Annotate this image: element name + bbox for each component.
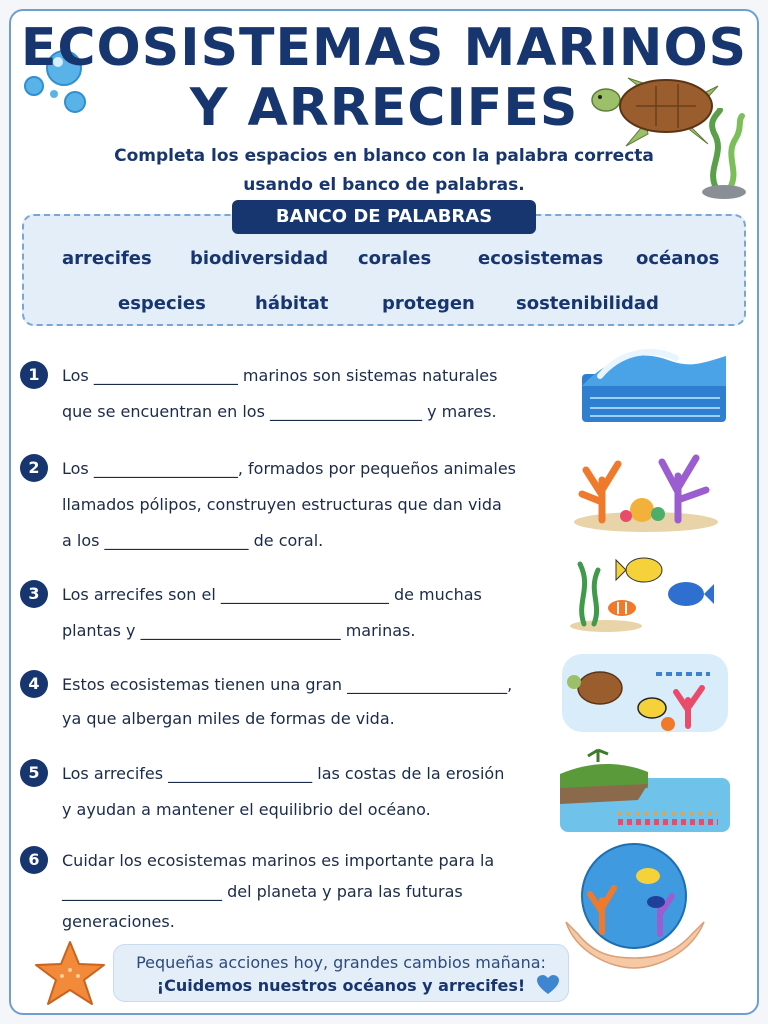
question-text: plantas y _________________________ marinas. (62, 621, 416, 640)
question-text: generaciones. (62, 912, 175, 931)
question-text: a los __________________ de coral. (62, 531, 324, 550)
question-text: ya que albergan miles de formas de vida. (62, 709, 395, 728)
heart-icon (536, 974, 560, 996)
word-bank-item: protegen (382, 293, 475, 314)
question-text: llamados pólipos, construyen estructuras que dan vida (62, 495, 502, 514)
footer-banner (113, 944, 569, 1002)
word-bank-item: especies (118, 293, 206, 314)
footer-line1: Pequeñas acciones hoy, grandes cambios mañana: (136, 953, 546, 972)
question-text: Los arrecifes son el _____________________ de muchas (62, 585, 482, 604)
instructions-line1: Completa los espacios en blanco con la palabra correcta (114, 146, 654, 166)
instructions (110, 142, 658, 200)
question-number: 4 (20, 670, 48, 698)
wave-icon (580, 346, 728, 424)
instructions-line2: usando el banco de palabras. (243, 175, 525, 195)
turtle-reef-icon (560, 652, 730, 734)
globe-in-hands-icon (560, 842, 710, 974)
word-bank-item: arrecifes (62, 248, 152, 269)
question-text: ____________________ del planeta y para las futuras (62, 882, 463, 901)
question-text: Los __________________, formados por pequeños animales (62, 459, 516, 478)
coastline-reef-icon (558, 744, 732, 834)
question-text: Los __________________ marinos son sistemas naturales (62, 366, 498, 385)
seaweed-icon (696, 108, 756, 200)
question-number: 1 (20, 361, 48, 389)
word-bank-item: hábitat (255, 293, 329, 314)
question-text: Cuidar los ecosistemas marinos es importante para la (62, 851, 495, 870)
question-number: 5 (20, 759, 48, 787)
question-text: Estos ecosistemas tienen una gran ____________________, (62, 675, 513, 694)
coral-icon (572, 440, 720, 532)
question-number: 2 (20, 454, 48, 482)
question-text: que se encuentran en los ___________________ y mares. (62, 402, 497, 421)
fish-icon (566, 552, 716, 634)
page-title-line2: Y ARRECIFES (189, 78, 579, 138)
question-number: 3 (20, 580, 48, 608)
word-bank-item: biodiversidad (190, 248, 329, 269)
word-bank-item: corales (358, 248, 432, 269)
footer-line2: ¡Cuidemos nuestros océanos y arrecifes! (156, 976, 526, 995)
question-number: 6 (20, 846, 48, 874)
word-bank-item: océanos (636, 248, 720, 269)
page-title-line1: ECOSISTEMAS MARINOS (20, 18, 748, 78)
question-text: Los arrecifes __________________ las costas de la erosión (62, 764, 505, 783)
starfish-icon (34, 940, 106, 1006)
word-bank-item: sostenibilidad (516, 293, 659, 314)
question-text: y ayudan a mantener el equilibrio del océano. (62, 800, 431, 819)
word-bank-item: ecosistemas (478, 248, 604, 269)
word-bank-title: BANCO DE PALABRAS (232, 200, 536, 234)
